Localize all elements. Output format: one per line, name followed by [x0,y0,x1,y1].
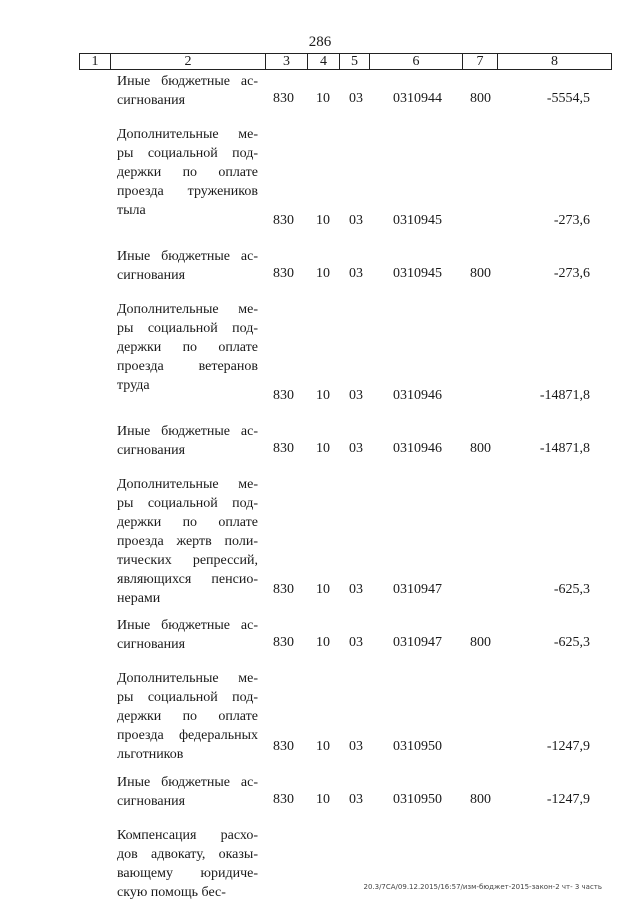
row-ved: 830 [273,792,294,807]
row-pr: 03 [349,739,363,754]
row-ved: 830 [273,441,294,456]
row-sum: -273,6 [553,213,590,228]
row-sum: -14871,8 [539,441,590,456]
row-description: Дополнительные ме-ры социальной под-держки по оплате проезда ветеранов труда [117,302,258,393]
row-vr: 800 [470,635,491,650]
row-description: Дополнительные ме-ры социальной под-держки по оплате проезда федеральных льготников [117,671,258,762]
column-number-header [79,53,612,70]
row-ved: 830 [273,266,294,281]
row-rz: 10 [316,388,330,403]
row-rz: 10 [316,635,330,650]
row-csr: 0310946 [393,441,442,456]
row-sum: -273,6 [553,266,590,281]
row-rz: 10 [316,266,330,281]
row-vr: 800 [470,792,491,807]
row-sum: -625,3 [553,635,590,650]
table-row [0,616,640,652]
header-col-6: 6 [370,54,463,69]
row-vr: 800 [470,266,491,281]
row-description: Иные бюджетные ас-сигнования [117,424,258,458]
row-csr: 0310950 [393,792,442,807]
row-description: Иные бюджетные ас-сигнования [117,74,258,108]
table-row [0,669,640,762]
budget-table-body [0,72,640,902]
table-row [0,125,640,230]
row-description: Дополнительные ме-ры социальной под-держки по оплате проезда тружеников тыла [117,127,258,218]
row-csr: 0310947 [393,635,442,650]
row-csr: 0310944 [393,91,442,106]
row-pr: 03 [349,266,363,281]
row-rz: 10 [316,213,330,228]
row-description: Иные бюджетные ас-сигнования [117,775,258,809]
row-rz: 10 [316,739,330,754]
row-description: Дополнительные ме-ры социальной под-держки по оплате проезда жертв поли-тических репрессий, являющихся пенсио-нерами [117,477,258,606]
row-pr: 03 [349,388,363,403]
header-col-7: 7 [463,54,498,69]
row-rz: 10 [316,441,330,456]
row-pr: 03 [349,792,363,807]
header-col-8: 8 [551,54,558,69]
row-ved: 830 [273,635,294,650]
row-csr: 0310945 [393,213,442,228]
row-csr: 0310945 [393,266,442,281]
row-sum: -1247,9 [546,739,590,754]
row-description: Иные бюджетные ас-сигнования [117,618,258,652]
row-pr: 03 [349,582,363,597]
row-ved: 830 [273,91,294,106]
table-row [0,72,640,108]
row-ved: 830 [273,213,294,228]
row-pr: 03 [349,91,363,106]
row-sum: -1247,9 [546,792,590,807]
row-pr: 03 [349,635,363,650]
row-sum: -14871,8 [539,388,590,403]
header-col-1: 1 [80,54,111,69]
header-col-5: 5 [340,54,370,69]
row-csr: 0310950 [393,739,442,754]
row-ved: 830 [273,739,294,754]
row-vr: 800 [470,441,491,456]
table-row [0,475,640,606]
row-ved: 830 [273,582,294,597]
row-vr: 800 [470,91,491,106]
table-row [0,300,640,405]
row-pr: 03 [349,213,363,228]
table-row [0,247,640,283]
row-csr: 0310947 [393,582,442,597]
header-col-2: 2 [111,54,266,69]
row-rz: 10 [316,582,330,597]
row-sum: -625,3 [553,582,590,597]
row-csr: 0310946 [393,388,442,403]
page-number: 286 [308,34,332,50]
header-col-3: 3 [266,54,308,69]
header-col-4: 4 [308,54,340,69]
row-description: Компенсация расхо-дов адвокату, оказы-вающему юридиче-скую помощь бес- [117,828,258,900]
document-footer-note: 20.3/7СА/09.12.2015/16:57/изм-бюджет-2015-закон-2 чт- 3 часть [363,883,602,891]
row-sum: -5554,5 [546,91,590,106]
row-rz: 10 [316,91,330,106]
row-pr: 03 [349,441,363,456]
table-row [0,422,640,458]
table-row [0,773,640,809]
row-rz: 10 [316,792,330,807]
row-description: Иные бюджетные ас-сигнования [117,249,258,283]
row-ved: 830 [273,388,294,403]
